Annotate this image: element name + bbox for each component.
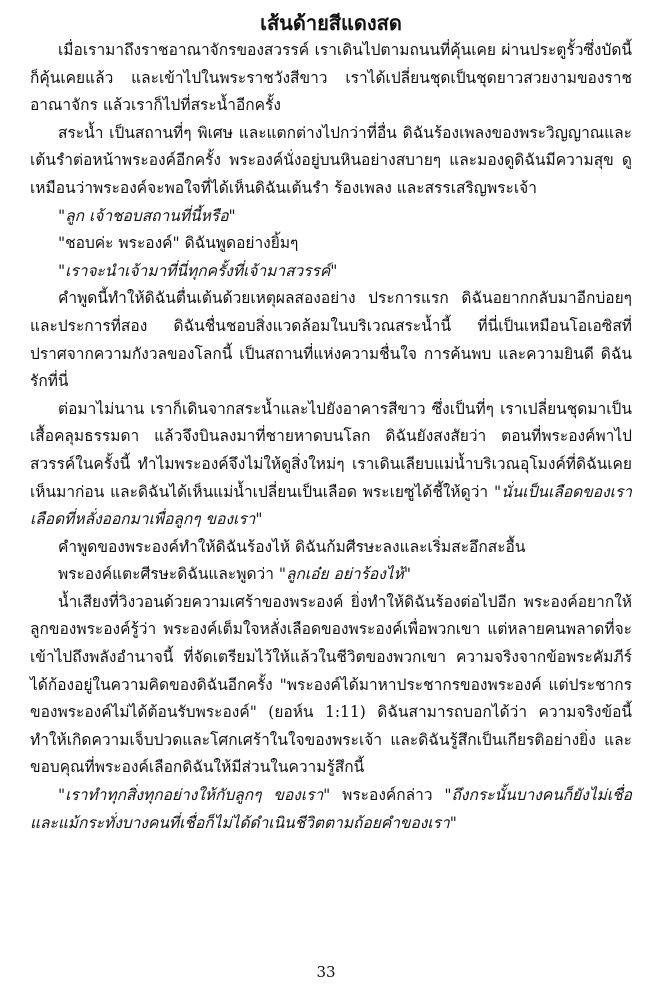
page-number: 33 [316,963,336,981]
paragraph-weeping: คำพูดของพระองค์ทำให้ดิฉันร้องไห้ ดิฉันก้มศีรษะลงและเริ่มสะอึกสะอื้น [58,537,526,556]
paragraph-comfort-text: พระองค์แตะศีรษะดิฉันและพูดว่า [58,565,274,584]
paragraph-pool: สระน้ำ เป็นสถานที่ๆ พิเศษ และแตกต่างไปกว่าที่อื่น ดิฉันร้องเพลงของพระวิญญาณและเต้นรำต่อหน้าพระองค์อีกครั้ง พระองค์นั่งอยู่บนหินอย่างสบายๆ และมองดูดิฉันมีความสุข ดูเหมือนว่าพระองค์จะพอใจที่ได้เห็นดิฉันเต้นรำ ร้องเพลง และสรรเสริญพระเจ้า [30,123,632,197]
jesus-quote-comfort: "ลูกเอ๋ย อย่าร้องไห้" [278,565,411,584]
paragraph-sorrow: น้ำเสียงที่วิงวอนด้วยความเศร้าของพระองค์ ยิ่งทำให้ดิฉันร้องต่อไปอีก พระองค์อยากให้ลูกของพระองค์รู้ว่า พระองค์เต็มใจหลั่งเลือดของพระองค์เพื่อพวกเขา แต่หลายคนพลาดที่จะเข้าไปถึงพลังอำนาจนี้ ที่จัดเตรียมไว้ให้แล้วในชีวิตของพวกเขา ความจริงจากข้อพระคัมภีร์ได้ก้องอยู่ในความคิดของดิฉันอีกครั้ง "พระองค์ได้มาหาประชากรของพระองค์ แต่ประชากรของพระองค์ไม่ได้ต้อนรับพระองค์" (ยอห์น 1:11) ดิฉันสามารถบอกได้ว่า ความจริงข้อนี้ทำให้เกิดความเจ็บปวดและโศกเศร้าในใจของพระเจ้า และดิฉันรู้สึกเป็นเกียรติอย่างยิ่ง และขอบคุณที่พระองค์เลือกดิฉันให้มีส่วนในความรู้สึกนี้ [30,592,632,777]
jesus-quote-unbelief: "ถึงกระนั้นบางคนก็ยังไม่เชื่อและแม้กระทั่งบางคนที่เชื่อก็ไม่ได้ดำเนินชีวิตตามถ้อยคำของเรา" [30,786,632,832]
paragraph-river-of-blood [30,396,632,534]
dialog-answer: "ชอบค่ะ พระองค์" ดิฉันพูดอย่างยิ้มๆ [58,234,299,253]
jesus-quote-everything: "เราทำทุกสิ่งทุกอย่างให้กับลูกๆ ของเรา" [58,786,331,805]
paragraph-arrival: เมื่อเรามาถึงราชอาณาจักรของสวรรค์ เราเดินไปตามถนนที่คุ้นเคย ผ่านประตูรั้วซึ่งบัดนี้ก็คุ้นเคยแล้ว และเข้าไปในพระราชวังสีขาว เราได้เปลี่ยนชุดเป็นชุดยาวสวยงามของราชอาณาจักร แล้วเราก็ไปที่สระน้ำอีกครั้ง [30,41,632,115]
chapter-title: เส้นด้ายสีแดงสด [260,11,402,35]
dialog-question: "ลูก เจ้าชอบสถานที่นี้หรือ" [58,206,236,225]
paragraph-river-text: ต่อมาไม่นาน เราก็เดินจากสระน้ำและไปยังอาคารสีขาว ซึ่งเป็นที่ๆ เราเปลี่ยนชุดมาเป็นเสื้อคลุมธรรมดา แล้วจึงบินลงมาที่ชายหาดบนโลก ดิฉันยังสงสัยว่า ตอนที่พระองค์พาไปสวรรค์ในครั้งนี้ ทำไมพระองค์จึงไม่ให้ดูสิ่งใหม่ๆ เราเดินเลียบแม่น้ำบริเวณอุโมงค์ที่ดิฉันเคยเห็นมาก่อน และดิฉันได้เห็นแม่น้ำเปลี่ยนเป็นเลือด พระเยซูได้ชี้ให้ดูว่า [30,399,632,501]
paragraph-comfort [30,561,632,589]
dialog-promise: "เราจะนำเจ้ามาที่นี่ทุกครั้งที่เจ้ามาสวรรค์" [58,261,338,280]
paragraph-closing-text: พระองค์กล่าว [342,786,433,805]
jesus-quote-blood: "นั่นเป็นเลือดของเรา เลือดที่หลั่งออกมาเพื่อลูกๆ ของเรา" [30,482,632,529]
paragraph-closing [30,782,632,837]
paragraph-excitement: คำพูดนี้ทำให้ดิฉันตื่นเต้นด้วยเหตุผลสองอย่าง ประการแรก ดิฉันอยากกลับมาอีกบ่อยๆ และประการที่สอง ดิฉันชื่นชอบสิ่งแวดล้อมในบริเวณสระน้ำนี้ ที่นี่เป็นเหมือนโอเอซิสที่ปราศจากความกังวลของโลกนี้ เป็นสถานที่แห่งความชื่นใจ การค้นพบ และความยินดี ดิฉันรักที่นี่ [30,289,632,391]
